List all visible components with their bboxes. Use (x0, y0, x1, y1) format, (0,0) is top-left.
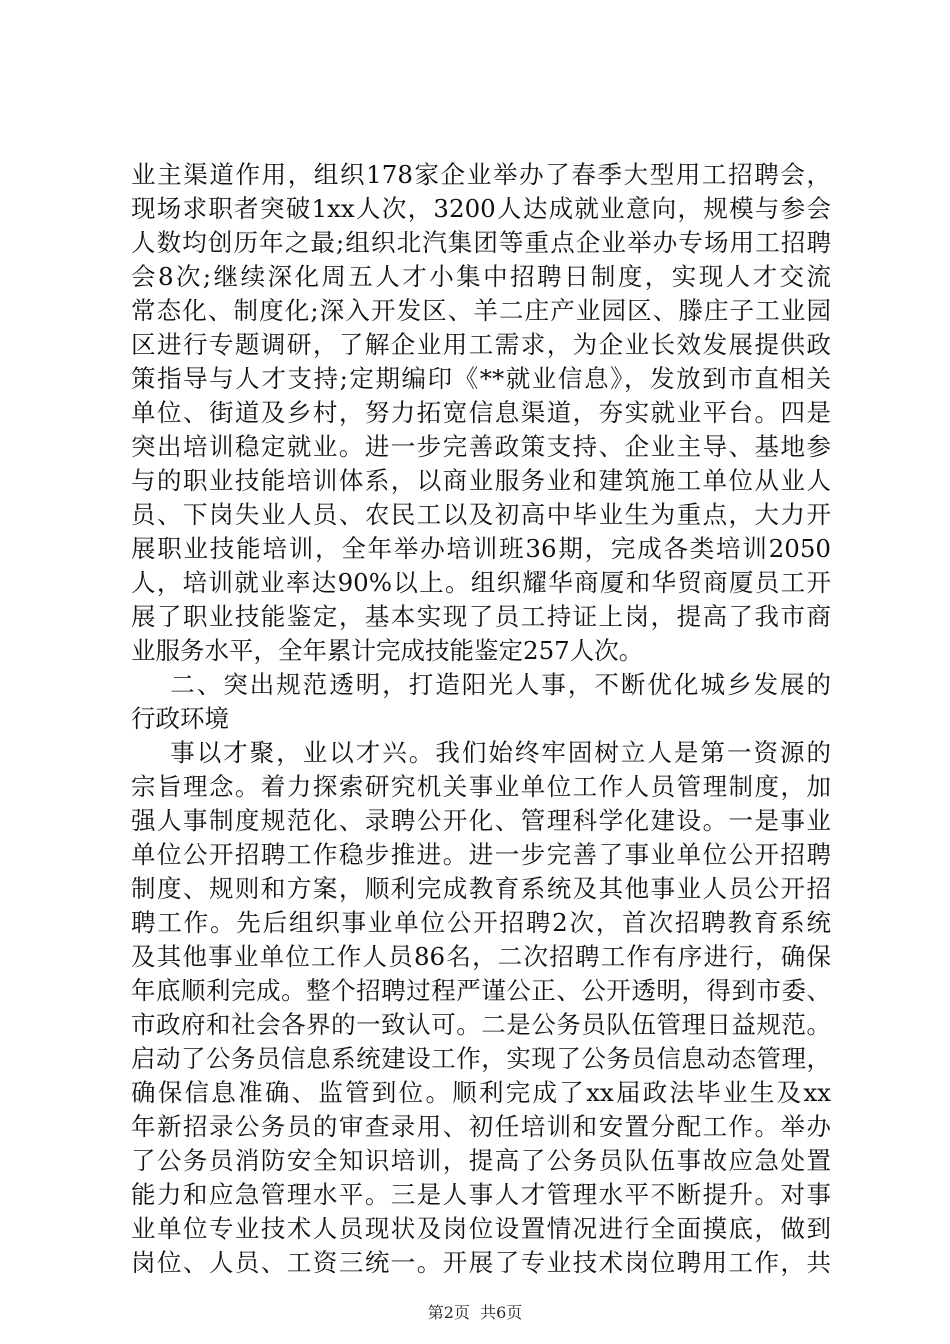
body-line: 岗位、人员、工资三统一。开展了专业技术岗位聘用工作，共 (131, 1248, 831, 1277)
body-line: 策指导与人才支持;定期编印《**就业信息》，发放到市直相关 (131, 364, 831, 393)
body-line: 突出培训稳定就业。进一步完善政策支持、企业主导、基地参 (131, 432, 831, 461)
section-heading-line: 二、突出规范透明，打造阳光人事，不断优化城乡发展的 (131, 670, 831, 699)
body-line: 业服务水平，全年累计完成技能鉴定257人次。 (131, 636, 644, 665)
section-heading-line: 行政环境 (131, 704, 229, 733)
body-line: 宗旨理念。着力探索研究机关事业单位工作人员管理制度，加 (131, 772, 831, 801)
body-line: 区进行专题调研，了解企业用工需求，为企业长效发展提供政 (131, 330, 831, 359)
body-line: 年底顺利完成。整个招聘过程严谨公正、公开透明，得到市委、 (131, 976, 831, 1005)
body-line: 强人事制度规范化、录聘公开化、管理科学化建设。一是事业 (131, 806, 831, 835)
body-line: 事以才聚，业以才兴。我们始终牢固树立人是第一资源的 (131, 738, 831, 767)
body-line: 与的职业技能培训体系，以商业服务业和建筑施工单位从业人 (131, 466, 831, 495)
body-line: 展了职业技能鉴定，基本实现了员工持证上岗，提高了我市商 (131, 602, 831, 631)
body-line: 单位公开招聘工作稳步推进。进一步完善了事业单位公开招聘 (131, 840, 831, 869)
body-line: 及其他事业单位工作人员86名，二次招聘工作有序进行，确保 (131, 942, 831, 971)
body-line: 能力和应急管理水平。三是人事人才管理水平不断提升。对事 (131, 1180, 831, 1209)
body-line: 业单位专业技术人员现状及岗位设置情况进行全面摸底，做到 (131, 1214, 831, 1243)
body-line: 会8次;继续深化周五人才小集中招聘日制度，实现人才交流 (131, 262, 831, 291)
body-line: 人数均创历年之最;组织北汽集团等重点企业举办专场用工招聘 (131, 228, 831, 257)
body-line: 业主渠道作用，组织178家企业举办了春季大型用工招聘会， (131, 160, 831, 189)
body-line: 单位、街道及乡村，努力拓宽信息渠道，夯实就业平台。四是 (131, 398, 831, 427)
body-line: 市政府和社会各界的一致认可。二是公务员队伍管理日益规范。 (131, 1010, 831, 1039)
page-footer: 第2页 共6页 (427, 1303, 523, 1322)
body-line: 展职业技能培训，全年举办培训班36期，完成各类培训2050 (131, 534, 831, 563)
body-line: 启动了公务员信息系统建设工作，实现了公务员信息动态管理， (131, 1044, 831, 1073)
body-line: 聘工作。先后组织事业单位公开招聘2次，首次招聘教育系统 (131, 908, 831, 937)
body-line: 人，培训就业率达90%以上。组织耀华商厦和华贸商厦员工开 (131, 568, 831, 597)
body-line: 了公务员消防安全知识培训，提高了公务员队伍事故应急处置 (131, 1146, 831, 1175)
body-line: 常态化、制度化;深入开发区、羊二庄产业园区、滕庄子工业园 (131, 296, 831, 325)
body-line: 员、下岗失业人员、农民工以及初高中毕业生为重点，大力开 (131, 500, 831, 529)
body-line: 确保信息准确、监管到位。顺利完成了xx届政法毕业生及xx (131, 1078, 831, 1107)
body-line: 现场求职者突破1xx人次，3200人达成就业意向，规模与参会 (131, 194, 831, 223)
body-line: 制度、规则和方案，顺利完成教育系统及其他事业人员公开招 (131, 874, 831, 903)
document-body (131, 158, 831, 1280)
body-line: 年新招录公务员的审查录用、初任培训和安置分配工作。举办 (131, 1112, 831, 1141)
